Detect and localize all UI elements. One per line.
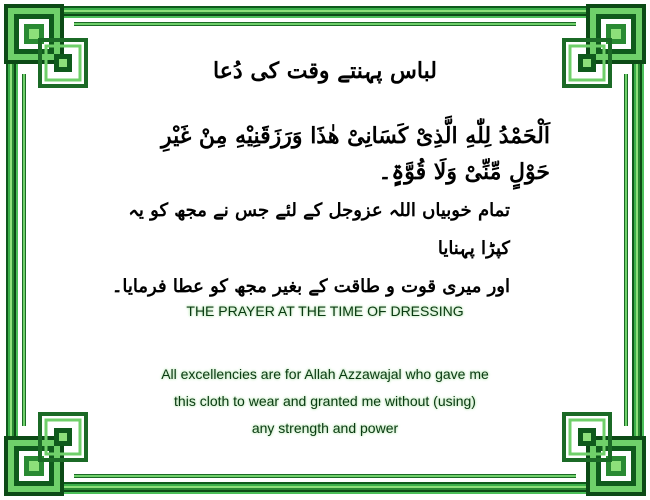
english-translation-line: All excellencies are for Allah Azzawajal who gave me (161, 366, 489, 382)
english-translation (80, 361, 570, 442)
inner-bottom-border (74, 474, 576, 478)
urdu-translation (110, 192, 510, 306)
english-translation-line: any strength and power (251, 420, 399, 436)
corner-ornament-top-left (0, 0, 90, 90)
arabic-line: اَلْحَمْدُ لِلّٰهِ الَّذِیْ كَسَانِیْ هٰذَا وَرَزَقَنِیْهِ مِنْ غَیْرِ (160, 123, 550, 149)
urdu-translation-line: تمام خوبیاں اللہ عزوجل کے لئے جس نے مجھ کو یہ کپڑا پہنایا (128, 200, 510, 259)
inner-top-border (74, 22, 576, 26)
prayer-card-content (80, 40, 570, 460)
corner-ornament-top-right (560, 0, 650, 90)
frame-left-border (6, 60, 18, 440)
frame-top-border (60, 6, 590, 18)
frame-right-border (632, 60, 644, 440)
english-translation-line: this cloth to wear and granted me without (using) (174, 393, 476, 409)
corner-ornament-bottom-left (0, 410, 90, 500)
corner-ornament-bottom-right (560, 410, 650, 500)
frame-bottom-border (60, 482, 590, 494)
urdu-title: لباس پہنتے وقت کی دُعا (213, 58, 437, 84)
inner-right-border (624, 74, 628, 426)
arabic-prayer (110, 118, 550, 190)
arabic-line: حَوْلٍ مِّنِّیْ وَلَا قُوَّۃٍ۔ (378, 159, 550, 185)
urdu-translation-line: اور میری قوت و طاقت کے بغیر مجھ کو عطا فرمایا۔ (111, 276, 510, 297)
english-title: THE PRAYER AT THE TIME OF DRESSING (186, 303, 464, 319)
inner-left-border (22, 74, 26, 426)
